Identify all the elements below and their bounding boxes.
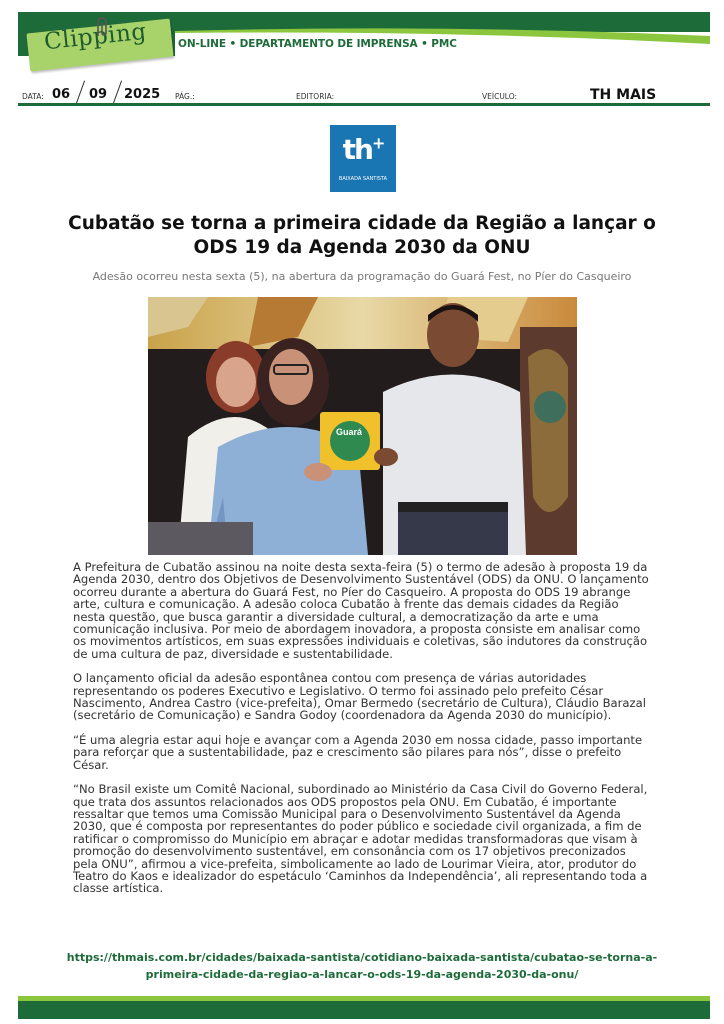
paragraph: “No Brasil existe um Comitê Nacional, subordinado ao Ministério da Casa Civil do Governo Federal, que trata dos assuntos relacionados aos ODS propostos pela ONU. Em Cubatão, é importante ressaltar que temos uma Comissão Municipal para o Desenvolvimento Sustentável da Agenda 2030, que é composta por representantes do poder público e sociedade civil organizada, a fim de ratificar o compromisso do Município em abraçar e adotar medidas transformadoras que visam à promoção do desenvolvimento sustentável, em consonância com os 17 objetivos preconizados pela ONU”, afirmou a vice-prefeita, simbolicamente ao lado de Lourimar Vieira, ator, produtor do Teatro do Kaos e idealizador do espetáculo ‘Caminhos da Independência’, ali representando toda a classe artística. <box>73 782 648 896</box>
photo-illustration <box>148 297 577 555</box>
logo-wordmark: th+ <box>342 133 384 166</box>
vehicle-label: VEÍCULO: <box>482 92 518 101</box>
footer-band <box>18 1001 710 1019</box>
header-rule <box>18 103 710 106</box>
page-label: PÁG.: <box>175 92 195 101</box>
article-photo <box>148 297 577 555</box>
paragraph: O lançamento oficial da adesão espontânea contou com presença de várias autoridades representando os poderes Executivo e Legislativo. O termo foi assinado pelo prefeito César Nascimento, Andrea Castro (vice-prefeita), Omar Bermedo (secretário de Cultura), Cláudio Barazal (secretário de Comunicação) e Sandra Godoy (coordenadora da Agenda 2030 do município). <box>73 671 646 723</box>
clipping-label: Clipping <box>42 18 148 56</box>
article-body <box>73 561 651 907</box>
date-slash <box>113 81 122 104</box>
source-url-line2[interactable]: primeira-cidade-da-regiao-a-lancar-o-ods-19-da-agenda-2030-da-onu/ <box>145 968 579 981</box>
paragraph: A Prefeitura de Cubatão assinou na noite desta sexta-feira (5) o termo de adesão à proposta 19 da Agenda 2030, dentro dos Objetivos de Desenvolvimento Sustentável (ODS) da ONU. O lançamento ocorreu durante a abertura do Guará Fest, no Píer do Casqueiro. A proposta do ODS 19 abrange arte, cultura e comunicação. A adesão coloca Cubatão à frente das demais cidades da Região nesta questão, que busca garantir a diversidade cultural, a democratização da arte e uma comunicação inclusiva. Por meio de abordagem inovadora, a proposta consiste em analisar como os movimentos artísticos, em suas expressões individuais e coletivas, são indutores da construção de uma cultura de paz, diversidade e sustentabilidade. <box>73 560 649 661</box>
book-label: Guará <box>336 427 363 437</box>
source-url-line1[interactable]: https://thmais.com.br/cidades/baixada-santista/cotidiano-baixada-santista/cubatao-se-torna-a- <box>66 951 658 964</box>
date-label: DATA: <box>22 92 44 101</box>
date-month: 09 <box>89 87 108 102</box>
department-line: ON-LINE • DEPARTAMENTO DE IMPRENSA • PMC <box>178 38 457 50</box>
editoria-label: EDITORIA: <box>296 92 335 101</box>
paragraph: “É uma alegria estar aqui hoje e avançar com a Agenda 2030 em nossa cidade, passo importante para reforçar que a sustentabilidade, paz e crescimento são pilares para nós”, disse o prefeito César. <box>73 732 643 772</box>
date-slash <box>76 81 85 104</box>
article-subtitle: Adesão ocorreu nesta sexta (5), na abertura da programação do Guará Fest, no Píer do Casqueiro <box>92 270 632 283</box>
source-url[interactable] <box>40 949 684 983</box>
vehicle-value: TH MAIS <box>590 87 657 103</box>
date-day: 06 <box>52 87 71 102</box>
article-title: Cubatão se torna a primeira cidade da Região a lançar o ODS 19 da Agenda 2030 da ONU <box>68 213 656 258</box>
logo-subtitle: BAIXADA SANTISTA <box>338 176 388 182</box>
date-year: 2025 <box>124 87 161 102</box>
th-mais-logo <box>330 125 396 192</box>
paperclip-icon <box>92 16 114 38</box>
